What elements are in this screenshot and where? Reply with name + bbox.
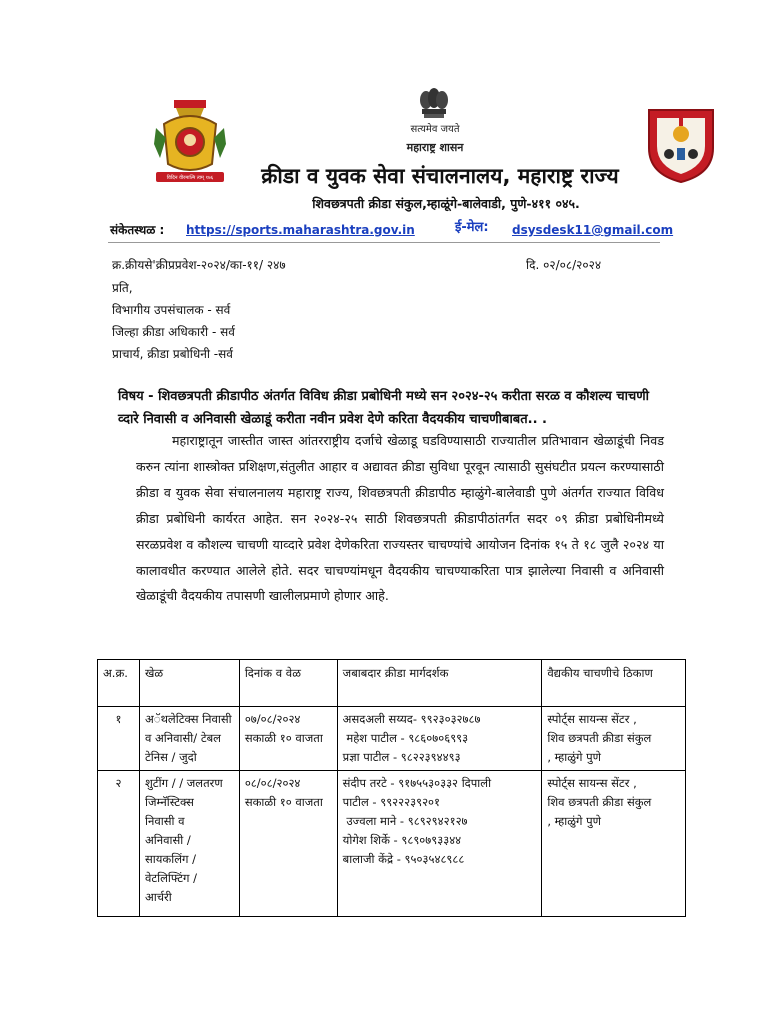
letter-subject: विषय - शिवछत्रपती क्रीडापीठ अंतर्गत विविध क्रीडा प्रबोधिनी मध्ये सन २०२४-२५ करीता सरळ व कौशल्य चाचणी व्दारे निवासी व अनिवासी खेळाडूं करीता नवीन प्रवेश देणे करिता वैदयकीय चाचणीबाबत.. . [118,389,649,427]
sport-line: जिम्नॅस्टिक्स [144,795,194,809]
guide-line: उज्वला माने - ९८९२९४२१२७ [342,814,468,828]
guide-line: संदीप तरटे - ९१७५५३०३३२ दिपाली [342,776,492,790]
website-label: संकेतस्थळ : [110,223,165,237]
government-name: महाराष्ट्र शासन [406,141,464,154]
venue-line: स्पोर्ट्स सायन्स सेंटर , [547,712,637,726]
right-logo [643,104,719,184]
guide-line: बालाजी केंद्रे - ९५०३५४८९८८ [342,852,465,866]
row-sr: १ [98,707,140,771]
sport-line: व अनिवासी/ टेबल [144,731,221,745]
left-logo-caption: विदिन वीरमात्मि त्वम् १७६ [166,175,214,181]
header-venue: वैद्यकीय चाचणीचे ठिकाण [542,660,686,707]
header-sport: खेळ [139,660,239,707]
header-datetime: दिनांक व वेळ [239,660,337,707]
guide-line: महेश पाटील - ९८६०७०६९९३ [342,731,469,745]
header-guide: जबाबदार क्रीडा मार्गदर्शक [337,660,542,707]
row-venue [542,771,686,917]
row-sport [139,771,239,917]
sport-line: वेटलिफ्टिंग / [144,871,198,885]
sport-line: अॅथलेटिक्स निवासी [144,712,232,726]
sport-line: शुटींग / / जलतरण [144,776,223,790]
row-datetime [239,771,337,917]
page-title: क्रीडा व युवक सेवा संचालनालय, महाराष्ट्र राज्य [261,164,619,188]
sport-line: आर्चरी [144,890,172,904]
row-datetime [239,707,337,771]
guide-line: असदअली सय्यद- ९९२३०३२७८७ [342,712,481,726]
sport-line: निवासी व [144,814,185,828]
reference-number: क्र.क्रीयसे'क्रीप्रप्रवेश-२०२४/का-११/ २४७ [112,258,286,272]
shield-logo-icon [643,104,719,184]
guide-line: योगेश शिर्के - ९८९०७९३३४४ [342,833,462,847]
sport-line: अनिवासी / [144,833,191,847]
table-row [98,771,686,917]
row-venue [542,707,686,771]
sport-line: सायकलिंग / [144,852,197,866]
row-guides [337,707,542,771]
date-line: ०७/०८/२०२४ [244,712,301,726]
time-line: सकाळी १० वाजता [244,731,323,745]
medical-test-schedule-table [97,659,686,917]
email-label: ई-मेल: [455,220,489,235]
email-link[interactable]: dsysdesk11@gmail.com [512,223,674,237]
sport-line: टेनिस / जुदो [144,750,197,764]
recipient-3: प्राचार्य, क्रीडा प्रबोधिनी -सर्व [112,347,233,361]
venue-line: शिव छत्रपती क्रीडा संकुल [547,731,652,745]
salutation: प्रति, [112,281,133,295]
venue-line: , म्हाळुंगे पुणे [547,814,601,828]
left-logo [150,98,230,188]
letter-date: दि. ०२/०८/२०२४ [526,258,602,272]
national-emblem [416,88,452,120]
website-link[interactable]: https://sports.maharashtra.gov.in [186,223,415,237]
guide-line: पाटील - ९९२२२३९२०१ [342,795,441,809]
header-sr: अ.क्र. [98,660,140,707]
recipient-2: जिल्हा क्रीडा अधिकारी - सर्व [112,325,235,339]
venue-line: स्पोर्ट्स सायन्स सेंटर , [547,776,637,790]
venue-line: शिव छत्रपती क्रीडा संकुल [547,795,652,809]
row-sr: २ [98,771,140,917]
date-line: ०८/०८/२०२४ [244,776,301,790]
time-line: सकाळी १० वाजता [244,795,323,809]
table-header-row [98,660,686,707]
ashoka-lion-emblem-icon [416,88,452,120]
row-guides [337,771,542,917]
recipient-1: विभागीय उपसंचालक - सर्व [112,303,231,317]
guide-line: प्रज्ञा पाटील - ९८२२३९४४९३ [342,750,461,764]
header-divider [108,242,660,243]
table-row [98,707,686,771]
letter-body: महाराष्ट्रातून जास्तीत जास्त आंतरराष्ट्रीय दर्जाचे खेळाडू घडविण्यासाठी राज्यातील प्रतिभावान खेळाडूंची निवड करुन त्यांना शास्त्रोक्त प्रशिक्षण,संतुलीत आहार व अद्यावत क्रीडा सुविधा पूरवून त्यासाठी सुसंघटीत प्रयत्न करण्यासाठी क्रीडा व युवक सेवा संचालनालय महाराष्ट्र राज्य, शिवछत्रपती क्रीडापीठ म्हाळुंगे-बालेवाडी पुणे अंतर्गत राज्यात विविध क्रीडा प्रबोधिनी कार्यरत आहेत. सन २०२४-२५ साठी शिवछत्रपती क्रीडापीठांतर्गत सदर ०९ क्रीडा प्रबोधिनीमध्ये सरळप्रवेश व कौशल्य चाचणी याव्दारे प्रवेश देणेकरिता राज्यस्तर चाचण्यांचे आयोजन दिनांक १५ ते १८ जुलै २०२४ या कालावधीत करण्यात आलेले होते. सदर चाचण्यांमधून वैदयकीय चाचण्याकरिता पात्र झालेल्या निवासी व अनिवासी खेळाडूंची वैदयकीय तपासणी खालीलप्रमाणे होणार आहे. [136,433,664,604]
venue-line: , म्हाळुंगे पुणे [547,750,601,764]
office-address: शिवछत्रपती क्रीडा संकुल,म्हाळूंगे-बालेवाडी, पुणे-४११ ०४५. [312,196,580,211]
row-sport [139,707,239,771]
motto: सत्यमेव जयते [410,124,460,135]
